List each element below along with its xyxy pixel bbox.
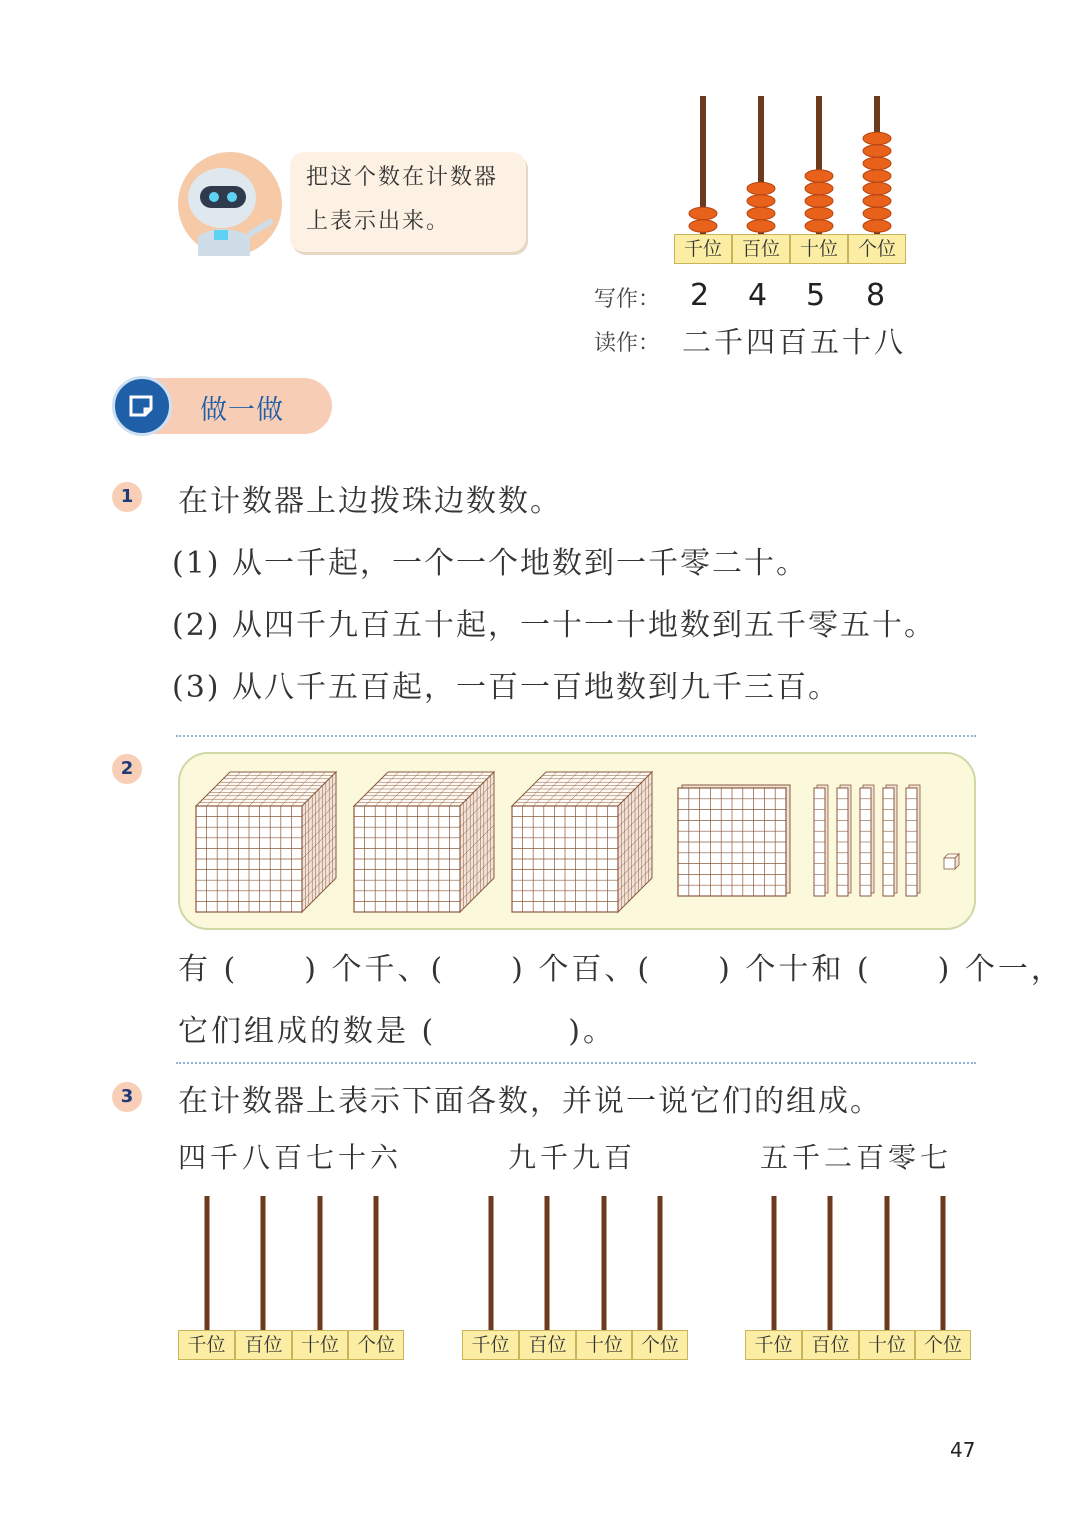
question-1-number: 1 (112, 482, 142, 512)
example-abacus (674, 96, 906, 266)
thousand-cube (196, 772, 336, 912)
abacus-rod (941, 1196, 946, 1332)
example-abacus-graphic (674, 96, 906, 236)
thousand-cube (512, 772, 652, 912)
question-3-number: 3 (112, 1082, 142, 1112)
digit-ones: 8 (866, 278, 886, 313)
abacus-label-hundreds: 百位 (235, 1330, 292, 1360)
abacus-bead-tens (805, 182, 833, 194)
abacus-label-ones: 个位 (915, 1330, 971, 1360)
abacus-rods (745, 1196, 971, 1332)
abacus-label-thousands: 千位 (178, 1330, 235, 1360)
section-badge (112, 376, 334, 436)
abacus-rod (828, 1196, 833, 1332)
question-2-line-2: 它们组成的数是 ( )。 (178, 1014, 616, 1049)
empty-abacus-3 (745, 1196, 971, 1364)
abacus-label-hundreds: 百位 (732, 234, 790, 264)
abacus-label-tens: 十位 (859, 1330, 915, 1360)
ten-rod (860, 785, 874, 896)
digit-thousands: 2 (690, 278, 710, 313)
abacus-bead-ones (863, 195, 891, 207)
ten-rod (906, 785, 920, 896)
read-value: 二千四百五十八 (682, 325, 907, 359)
divider-2 (176, 1062, 976, 1064)
question-1-item-1: (1) 从一千起，一个一个地数到一千零二十。 (172, 546, 809, 581)
question-2-number: 2 (112, 754, 142, 784)
thousand-cube (354, 772, 494, 912)
divider-1 (176, 735, 976, 737)
abacus-bead-ones (863, 220, 891, 232)
question-1-item-2: (2) 从四千九百五十起，一十一十地数到五千零五十。 (172, 608, 937, 643)
abacus-bead-hundreds (747, 207, 775, 219)
speech-line-2: 上表示出来。 (306, 209, 451, 234)
abacus-bead-tens (805, 170, 833, 182)
abacus-rods (178, 1196, 404, 1332)
abacus-bead-tens (805, 207, 833, 219)
abacus-rod (772, 1196, 777, 1332)
abacus-number-label-3: 五千二百零七 (760, 1141, 953, 1174)
abacus-bead-ones (863, 145, 891, 157)
abacus-label-tens: 十位 (576, 1330, 632, 1360)
abacus-number-label-1: 四千八百七十六 (178, 1141, 403, 1174)
abacus-label-tens: 十位 (292, 1330, 348, 1360)
abacus-label-ones: 个位 (348, 1330, 404, 1360)
ten-rod (814, 785, 828, 896)
abacus-rod (318, 1196, 323, 1332)
abacus-label-thousands: 千位 (674, 234, 732, 264)
abacus-rod (205, 1196, 210, 1332)
ten-rod (883, 785, 897, 896)
abacus-rod (885, 1196, 890, 1332)
empty-abacus-2 (462, 1196, 688, 1364)
abacus-bead-thousands (689, 207, 717, 219)
base-ten-blocks-panel (178, 752, 976, 930)
base-ten-blocks-graphic (178, 752, 976, 930)
write-label: 写作： (594, 287, 661, 312)
question-1-item-3: (3) 从八千五百起，一百一百地数到九千三百。 (172, 670, 841, 705)
abacus-rod (602, 1196, 607, 1332)
abacus-rod (489, 1196, 494, 1332)
abacus-rod (374, 1196, 379, 1332)
hundred-flat (678, 785, 790, 896)
abacus-label-thousands: 千位 (462, 1330, 519, 1360)
abacus-label-ones: 个位 (848, 234, 906, 264)
abacus-label-thousands: 千位 (745, 1330, 802, 1360)
question-1-prompt: 在计数器上边拨珠边数数。 (178, 484, 562, 519)
abacus-label-hundreds: 百位 (519, 1330, 576, 1360)
abacus-number-label-2: 九千九百 (508, 1141, 637, 1174)
empty-abacus-1 (178, 1196, 404, 1364)
abacus-bead-ones (863, 182, 891, 194)
abacus-rod (658, 1196, 663, 1332)
speech-line-1: 把这个数在计数器 (306, 165, 499, 190)
abacus-bead-hundreds (747, 182, 775, 194)
abacus-rod (545, 1196, 550, 1332)
read-label: 读作： (594, 331, 661, 356)
robot-avatar (178, 152, 282, 256)
abacus-bead-tens (805, 195, 833, 207)
abacus-bead-ones (863, 157, 891, 169)
abacus-bead-ones (863, 132, 891, 144)
abacus-rods (462, 1196, 688, 1332)
digit-hundreds: 4 (748, 278, 768, 313)
abacus-label-tens: 十位 (790, 234, 848, 264)
abacus-bead-hundreds (747, 195, 775, 207)
abacus-label-ones: 个位 (632, 1330, 688, 1360)
page-number: 47 (950, 1438, 976, 1462)
ten-rod (837, 785, 851, 896)
abacus-bead-thousands (689, 220, 717, 232)
abacus-bead-ones (863, 170, 891, 182)
unit-cube (944, 854, 959, 869)
robot-speech-bubble (290, 152, 526, 252)
section-badge-title: 做一做 (200, 395, 284, 426)
abacus-bead-ones (863, 207, 891, 219)
question-2-line-1: 有 ( ) 个千、( ) 个百、( ) 个十和 ( ) 个一， (178, 952, 1064, 987)
section-badge-icon (112, 376, 172, 436)
question-3-prompt: 在计数器上表示下面各数，并说一说它们的组成。 (178, 1084, 882, 1119)
digit-tens: 5 (806, 278, 826, 313)
abacus-rod (261, 1196, 266, 1332)
abacus-label-hundreds: 百位 (802, 1330, 859, 1360)
abacus-bead-hundreds (747, 220, 775, 232)
abacus-bead-tens (805, 220, 833, 232)
